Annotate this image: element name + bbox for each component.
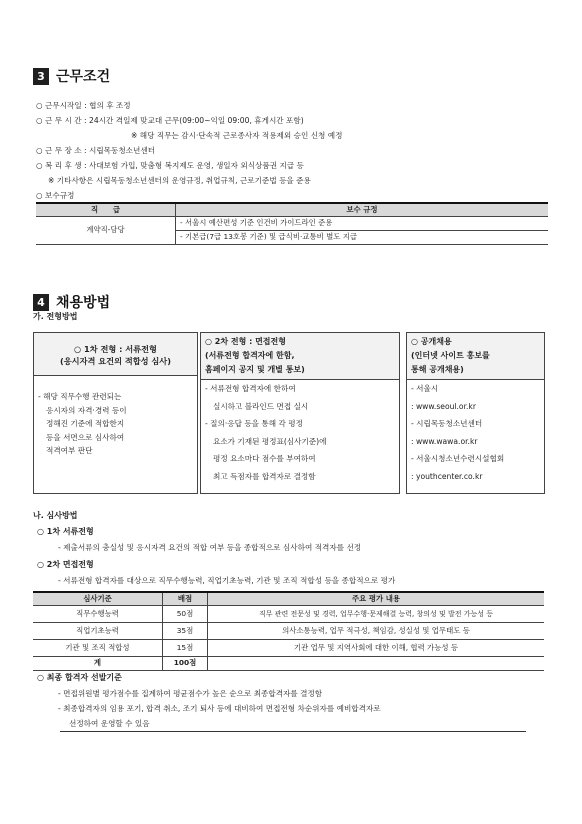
box3-body bbox=[407, 380, 544, 488]
box2-title-line: 홈페이지 공지 및 개별 통보) bbox=[205, 365, 305, 374]
box1-body bbox=[34, 376, 197, 460]
screening-box-public bbox=[406, 332, 545, 494]
eval-criteria: 직업기초능력 bbox=[33, 622, 163, 639]
eval-header-criteria: 심사기준 bbox=[33, 592, 163, 605]
final-line-2: - 최종합격자의 임용 포기, 합격 취소, 조기 퇴사 등에 대비하여 면접전형 차순위자를 예비합격자로 bbox=[58, 704, 381, 713]
section3-number: 3 bbox=[33, 68, 49, 85]
box2-body-line: 최고 득점자를 합격자로 결정함 bbox=[213, 471, 316, 481]
box3-title bbox=[407, 333, 544, 380]
bottom-rule bbox=[60, 731, 526, 732]
eval-criteria: 직무수행능력 bbox=[33, 605, 163, 622]
pay-rule-2: - 기본급(7급 13호봉 기준) 및 급식비·교통비 별도 지급 bbox=[176, 230, 549, 244]
box3-title-line: ○ 공개채용 bbox=[411, 337, 452, 346]
step1-title: ○ 1차 서류전형 bbox=[37, 527, 94, 536]
section4-number: 4 bbox=[33, 294, 49, 311]
eval-total-label: 계 bbox=[33, 656, 163, 670]
box2-body-line: 평정 요소마다 점수를 부여하여 bbox=[213, 454, 316, 464]
final-selection-title: ○ 최종 합격자 선발기준 bbox=[37, 673, 122, 682]
etc-note-line: ※ 기타사항은 시립목동청소년센터의 운영규정, 취업규칙, 근로기준법 등을 준용 bbox=[48, 176, 311, 185]
box2-body-line: - 질의·응답 등을 통해 각 평정 bbox=[205, 419, 303, 429]
box1-title-line: (응시자격 요건의 적합성 심사) bbox=[60, 356, 171, 366]
eval-content: 기관 업무 및 지역사회에 대한 이해, 협력 가능성 등 bbox=[208, 639, 545, 656]
work-place-line: ○ 근 무 장 소 : 시립목동청소년센터 bbox=[36, 146, 156, 155]
table-row-total bbox=[33, 656, 544, 670]
box2-title-line: (서류전형 합격자에 한함, bbox=[205, 351, 295, 360]
final-line-1: - 면접위원별 평가점수를 집계하여 평균점수가 높은 순으로 최종합격자를 결정함 bbox=[58, 689, 323, 698]
eval-content: 직무 관련 전문성 및 경력, 업무수행·문제해결 능력, 창의성 및 발전 가능성 등 bbox=[208, 605, 545, 622]
eval-total-score: 100점 bbox=[163, 656, 208, 670]
subsection-a-title: 가. 전형방법 bbox=[33, 312, 78, 321]
table-row bbox=[33, 639, 544, 656]
pay-table-row bbox=[36, 216, 548, 230]
section4-heading bbox=[33, 292, 110, 312]
box3-body-line: : www.seoul.or.kr bbox=[411, 401, 476, 411]
eval-header-content: 주요 평가 내용 bbox=[208, 592, 545, 605]
box2-body bbox=[201, 380, 399, 488]
final-line-3: 선정하여 운영할 수 있음 bbox=[69, 719, 150, 728]
work-start-line: ○ 근무시작일 : 협의 후 조정 bbox=[36, 101, 131, 110]
box3-title-line: 통해 공개채용) bbox=[411, 365, 464, 374]
box3-body-line: : www.wawa.or.kr bbox=[411, 436, 478, 446]
box2-title-line: ○ 2차 전형 : 면접전형 bbox=[205, 337, 286, 346]
step2-title: ○ 2차 면접전형 bbox=[37, 560, 94, 569]
eval-content: 의사소통능력, 업무 적극성, 책임감, 성실성 및 업무태도 등 bbox=[208, 622, 545, 639]
box3-body-line: - 시립목동청소년센터 bbox=[411, 419, 483, 429]
pay-rule-1: - 서울시 예산편성 기준 인건비 가이드라인 준용 bbox=[176, 216, 549, 230]
eval-total-empty bbox=[208, 656, 545, 670]
section3-heading bbox=[33, 66, 110, 86]
eval-score: 35점 bbox=[163, 622, 208, 639]
box2-title bbox=[201, 333, 399, 380]
table-row bbox=[33, 605, 544, 622]
box2-body-line: - 서류전형 합격자에 한하여 bbox=[205, 384, 296, 393]
box1-title-line: ○ 1차 전형 : 서류전형 bbox=[74, 344, 157, 354]
pay-rule-label: ○ 보수규정 bbox=[36, 191, 75, 200]
pay-position: 계약직-담당 bbox=[36, 216, 176, 244]
box3-body-line: : youthcenter.co.kr bbox=[411, 471, 483, 481]
section3-title: 근무조건 bbox=[56, 69, 111, 85]
step1-desc: - 제출서류의 충실성 및 응시자격 요건의 적합 여부 등을 종합적으로 심사하여 적격자를 선정 bbox=[58, 543, 362, 552]
eval-table-header bbox=[33, 592, 544, 605]
box1-body-line: - 해당 직무수행 관련되는 bbox=[38, 392, 122, 401]
step2-desc: - 서류전형 합격자를 대상으로 직무수행능력, 직업기초능력, 기관 및 조직 적합성 등을 종합적으로 평가 bbox=[58, 576, 396, 585]
box3-title-line: (인터넷 사이트 홍보를 bbox=[411, 351, 490, 360]
box3-body-line: - 서울시 bbox=[411, 384, 439, 393]
screening-box-interview bbox=[200, 332, 400, 494]
box1-body-line: 등을 서면으로 심사하여 bbox=[46, 432, 125, 442]
eval-criteria: 기관 및 조직 적합성 bbox=[33, 639, 163, 656]
box2-body-line: 요소가 기재된 평정표(심사기준)에 bbox=[213, 436, 327, 446]
work-hours-line: ○ 근 무 시 간 : 24시간 격일제 맞교대 근무(09:00~익일 09:00, 휴게시간 포함) bbox=[36, 116, 304, 125]
welfare-line: ○ 복 리 후 생 : 사대보험 가입, 맞춤형 복지제도 운영, 생일자 외식상품권 지급 등 bbox=[36, 161, 304, 170]
evaluation-table bbox=[33, 591, 544, 671]
box3-body-line: - 서울시청소년수련시설협회 bbox=[411, 454, 505, 464]
eval-header-score: 배점 bbox=[163, 592, 208, 605]
section4-title: 채용방법 bbox=[56, 295, 111, 311]
screening-box-document bbox=[33, 332, 198, 494]
work-hours-note: ※ 해당 직무는 감시·단속적 근로종사자 적용제외 승인 신청 예정 bbox=[131, 131, 343, 140]
box2-body-line: 실시하고 블라인드 면접 실시 bbox=[213, 401, 309, 411]
eval-score: 50점 bbox=[163, 605, 208, 622]
pay-header-position: 직 급 bbox=[36, 203, 176, 216]
eval-score: 15점 bbox=[163, 639, 208, 656]
box1-body-line: 응시자의 자격·경력 등이 bbox=[46, 405, 127, 415]
box1-body-line: 정해진 기준에 적합한지 bbox=[46, 419, 125, 428]
pay-header-rule: 보수 규정 bbox=[176, 203, 549, 216]
table-row bbox=[33, 622, 544, 639]
subsection-b-title: 나. 심사방법 bbox=[33, 511, 78, 520]
box1-body-line: 적격여부 판단 bbox=[46, 446, 93, 455]
box1-title bbox=[34, 333, 197, 376]
pay-table bbox=[36, 202, 548, 245]
pay-table-header bbox=[36, 203, 548, 216]
